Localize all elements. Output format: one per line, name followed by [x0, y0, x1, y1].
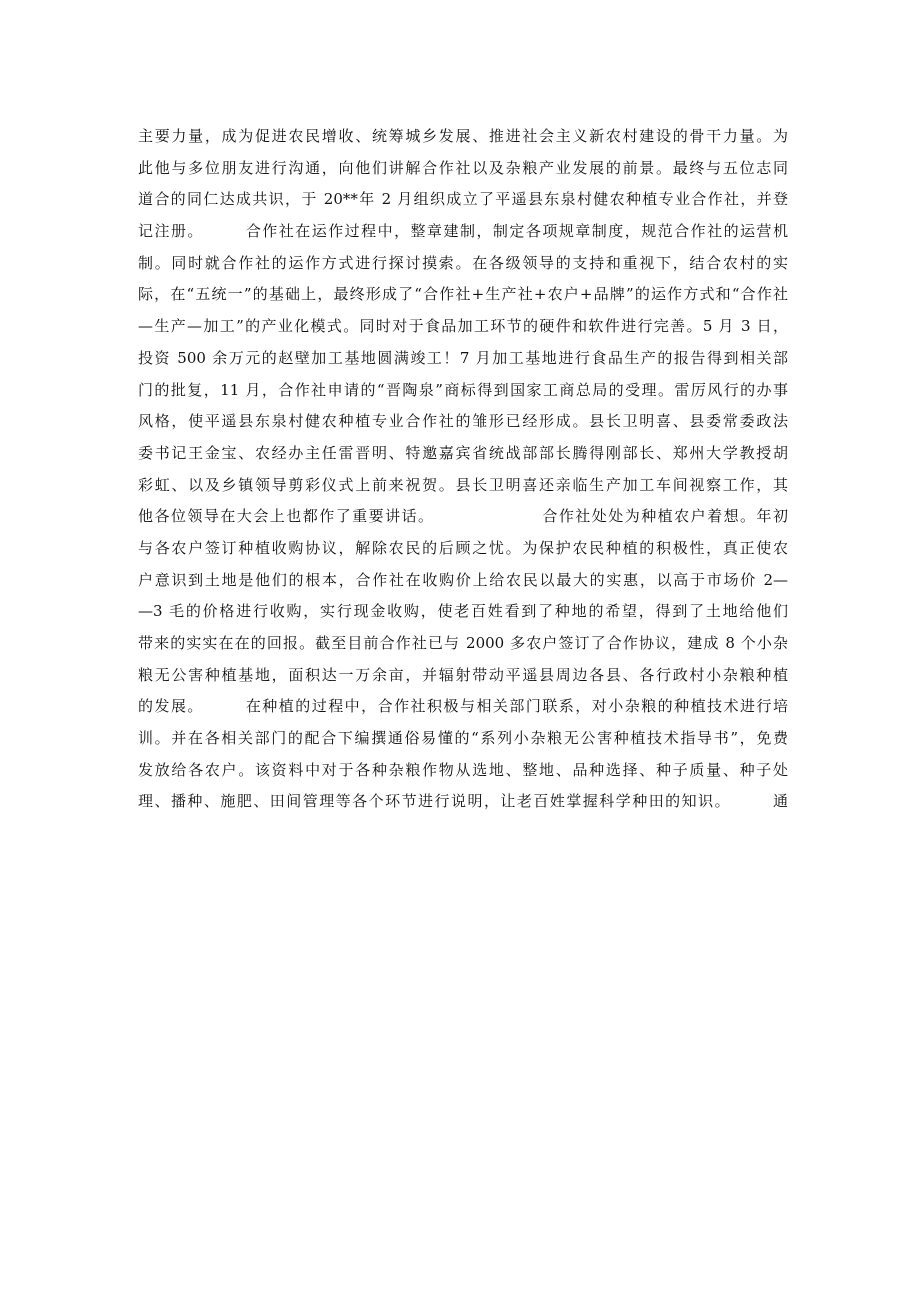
text-line: 主要力量，成为促进农民增收、统筹城乡发展、推进社会主义新农村建设的骨干力量。为	[138, 127, 788, 145]
text-line: 与各农户签订种植收购协议，解除农民的后顾之忧。为保护农民种植的积极性，真正使农	[138, 538, 788, 557]
text-line: 制。同时就合作社的运作方式进行探讨摸索。在各级领导的支持和重视下，结合农村的实	[138, 253, 788, 272]
text-line: 他各位领导在大会上也都作了重要讲话。 合作社处处为种植农户着想。年初	[138, 507, 788, 526]
text-line: 委书记王金宝、农经办主任雷晋明、特邀嘉宾省统战部部长腾得刚部长、郑州大学教授胡	[138, 443, 788, 462]
text-line: 记注册。 合作社在运作过程中，整章建制，制定各项规章制度，规范合作社的运营机	[138, 222, 788, 241]
body-text	[138, 127, 788, 824]
text-line: 际，在“五统一”的基础上，最终形成了“合作社+生产社+农户+品牌”的运作方式和“合作社	[138, 285, 788, 304]
text-line: 带来的实实在在的回报。截至目前合作社已与 2000 多农户签订了合作协议，建成 8 个小杂	[138, 634, 788, 652]
text-line: 风格，使平遥县东泉村健农种植专业合作社的雏形已经形成。县长卫明喜、县委常委政法	[138, 412, 788, 431]
text-line: 训。并在各相关部门的配合下编撰通俗易懂的“系列小杂粮无公害种植技术指导书”，免费	[138, 729, 788, 748]
text-line: 理、播种、施肥、田间管理等各个环节进行说明，让老百姓掌握科学种田的知识。 通	[138, 792, 788, 811]
text-line: 户意识到土地是他们的根本，合作社在收购价上给农民以最大的实惠，以高于市场价 2—	[138, 570, 788, 589]
text-line: 发放给各农户。该资料中对于各种杂粮作物从选地、整地、品种选择、种子质量、种子处	[138, 760, 788, 779]
text-line: 此他与多位朋友进行沟通，向他们讲解合作社以及杂粮产业发展的前景。最终与五位志同	[138, 158, 788, 177]
text-line: —3 毛的价格进行收购，实行现金收购，使老百姓看到了种地的希望，得到了土地给他们	[138, 602, 788, 621]
text-line: 门的批复，11 月，合作社申请的“晋陶泉”商标得到国家工商总局的受理。雷厉风行的办事	[138, 380, 788, 399]
text-line: 的发展。 在种植的过程中，合作社积极与相关部门联系，对小杂粮的种植技术进行培	[138, 697, 788, 716]
text-line: 道合的同仁达成共识，于 20**年 2 月组织成立了平遥县东泉村健农种植专业合作社，并登	[138, 190, 788, 209]
text-line: 投资 500 余万元的赵壁加工基地圆满竣工！7 月加工基地进行食品生产的报告得到相关部	[138, 348, 788, 367]
text-line: 彩虹、以及乡镇领导剪彩仪式上前来祝贺。县长卫明喜还亲临生产加工车间视察工作，其	[138, 475, 788, 494]
text-line: 粮无公害种植基地，面积达一万余亩，并辐射带动平遥县周边各县、各行政村小杂粮种植	[138, 665, 788, 684]
text-line: —生产—加工”的产业化模式。同时对于食品加工环节的硬件和软件进行完善。5 月 3 日，	[138, 317, 788, 336]
